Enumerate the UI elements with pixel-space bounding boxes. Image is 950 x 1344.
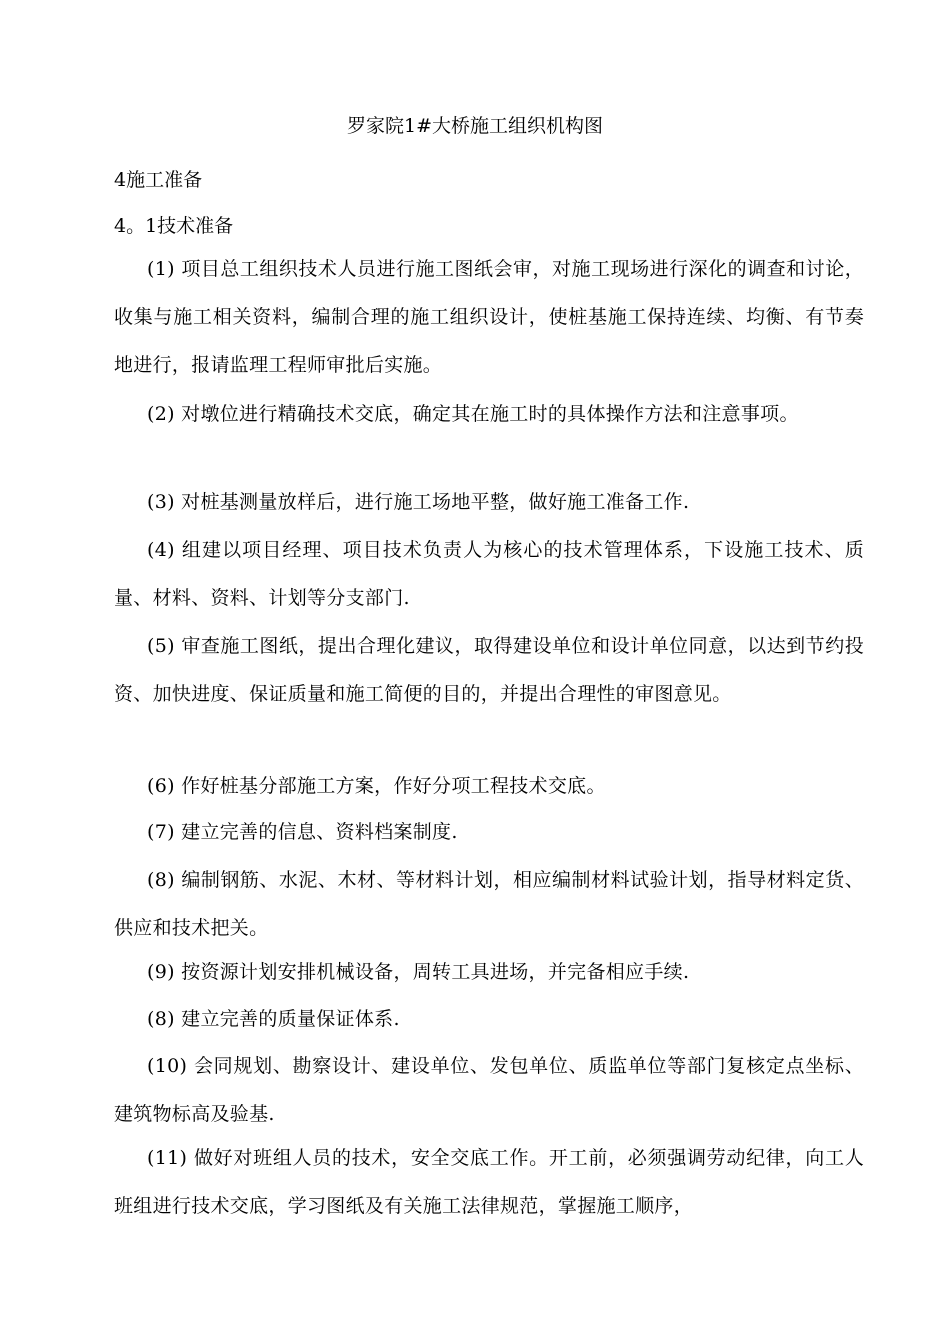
section-heading: 4施工准备 <box>114 169 203 191</box>
paragraph-4: (4) 组建以项目经理、项目技术负责人为核心的技术管理体系，下设施工技术、质量、材料、资料、计划等分支部门. <box>114 539 864 609</box>
subsection-heading: 4。1技术准备 <box>114 215 234 237</box>
paragraph-6: (6) 作好桩基分部施工方案，作好分项工程技术交底。 <box>147 775 606 797</box>
paragraph-10: (8) 建立完善的质量保证体系. <box>147 1008 400 1030</box>
paragraph-12: (11) 做好对班组人员的技术，安全交底工作。开工前，必须强调劳动纪律，向工人班组进行技术交底，学习图纸及有关施工法律规范，掌握施工顺序， <box>114 1147 864 1217</box>
paragraph-9: (9) 按资源计划安排机械设备，周转工具进场，并完备相应手续. <box>147 961 690 983</box>
paragraph-5: (5) 审查施工图纸，提出合理化建议，取得建设单位和设计单位同意，以达到节约投资、加快进度、保证质量和施工简便的目的，并提出合理性的审图意见。 <box>114 635 864 705</box>
paragraph-2: (2) 对墩位进行精确技术交底，确定其在施工时的具体操作方法和注意事项。 <box>147 403 799 425</box>
page-title: 罗家院1#大桥施工组织机构图 <box>346 115 603 137</box>
paragraph-3: (3) 对桩基测量放样后，进行施工场地平整，做好施工准备工作. <box>147 491 690 513</box>
paragraph-1: (1) 项目总工组织技术人员进行施工图纸会审，对施工现场进行深化的调查和讨论，收集与施工相关资料，编制合理的施工组织设计，使桩基施工保持连续、均衡、有节奏地进行，报请监理工程师审批后实施。 <box>114 258 864 376</box>
paragraph-7: (7) 建立完善的信息、资料档案制度. <box>147 821 458 843</box>
paragraph-8: (8) 编制钢筋、水泥、木材、等材料计划，相应编制材料试验计划，指导材料定货、供应和技术把关。 <box>114 869 864 939</box>
paragraph-11: (10) 会同规划、勘察设计、建设单位、发包单位、质监单位等部门复核定点坐标、建筑物标高及验基. <box>114 1055 864 1125</box>
